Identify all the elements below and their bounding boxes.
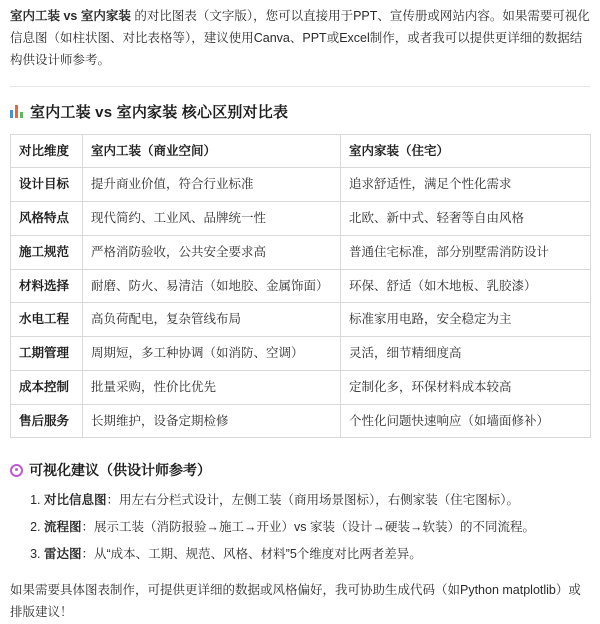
table-row bbox=[11, 168, 591, 202]
table-row bbox=[11, 370, 591, 404]
suggestion-section-title: 可视化建议（供设计师参考） bbox=[29, 462, 211, 479]
row-residential: 定制化多，环保材料成本较高 bbox=[341, 370, 591, 404]
section-divider bbox=[10, 86, 590, 87]
list-item-bold: 对比信息图 bbox=[44, 493, 107, 508]
row-residential: 北欧、新中式、轻奢等自由风格 bbox=[341, 202, 591, 236]
row-label: 设计目标 bbox=[11, 168, 83, 202]
table-col-header-residential: 室内家装（住宅） bbox=[341, 134, 591, 168]
row-residential: 个性化问题快速响应（如墙面修补） bbox=[341, 404, 591, 438]
table-header-row bbox=[11, 134, 591, 168]
list-item bbox=[44, 517, 590, 537]
row-commercial: 现代简约、工业风、品牌统一性 bbox=[83, 202, 341, 236]
table-col-header-dimension: 对比维度 bbox=[11, 134, 83, 168]
row-residential: 追求舒适性，满足个性化需求 bbox=[341, 168, 591, 202]
table-row bbox=[11, 235, 591, 269]
row-residential: 环保、舒适（如木地板、乳胶漆） bbox=[341, 269, 591, 303]
comparison-table bbox=[10, 134, 591, 439]
row-residential: 普通住宅标准，部分别墅需消防设计 bbox=[341, 235, 591, 269]
row-commercial: 批量采购，性价比优先 bbox=[83, 370, 341, 404]
lightbulb-icon bbox=[10, 464, 23, 477]
row-residential: 灵活，细节精细度高 bbox=[341, 337, 591, 371]
outro-paragraph: 如果需要具体图表制作，可提供更详细的数据或风格偏好，我可协助生成代码（如Python matplotlib）或排版建议！ bbox=[10, 583, 581, 620]
row-commercial: 高负荷配电，复杂管线布局 bbox=[83, 303, 341, 337]
list-item bbox=[44, 490, 590, 510]
row-label: 施工规范 bbox=[11, 235, 83, 269]
suggestion-section-header bbox=[10, 460, 590, 480]
intro-paragraph bbox=[10, 6, 590, 72]
list-item bbox=[44, 544, 590, 564]
table-row bbox=[11, 303, 591, 337]
intro-lead-bold: 室内工装 vs 室内家装 bbox=[10, 9, 131, 23]
table-row bbox=[11, 337, 591, 371]
list-item-bold: 雷达图 bbox=[44, 547, 82, 562]
row-label: 工期管理 bbox=[11, 337, 83, 371]
suggestion-list bbox=[10, 490, 590, 564]
table-row bbox=[11, 269, 591, 303]
table-col-header-commercial: 室内工装（商业空间） bbox=[83, 134, 341, 168]
table-row bbox=[11, 404, 591, 438]
row-commercial: 长期维护，设备定期检修 bbox=[83, 404, 341, 438]
row-commercial: 严格消防验收，公共安全要求高 bbox=[83, 235, 341, 269]
list-item-bold: 流程图 bbox=[44, 520, 82, 535]
table-row bbox=[11, 202, 591, 236]
row-commercial: 耐磨、防火、易清洁（如地胶、金属饰面） bbox=[83, 269, 341, 303]
list-item-text: ：用左右分栏式设计，左侧工装（商用场景图标），右侧家装（住宅图标）。 bbox=[106, 493, 520, 508]
row-label: 风格特点 bbox=[11, 202, 83, 236]
row-residential: 标准家用电路，安全稳定为主 bbox=[341, 303, 591, 337]
bar-chart-icon bbox=[10, 104, 24, 118]
row-label: 成本控制 bbox=[11, 370, 83, 404]
list-item-text: ：展示工装（消防报验→施工→开业）vs 家装（设计→硬装→软装）的不同流程。 bbox=[81, 520, 535, 535]
table-section-title: 室内工装 vs 室内家装 核心区别对比表 bbox=[30, 103, 289, 121]
row-label: 水电工程 bbox=[11, 303, 83, 337]
row-commercial: 提升商业价值，符合行业标准 bbox=[83, 168, 341, 202]
row-commercial: 周期短，多工种协调（如消防、空调） bbox=[83, 337, 341, 371]
intro-rest: 的对比图表（文字版），您可以直接用于PPT、宣传册或网站内容。如果需要可视化信息图（如柱状图、对比表格等），建议使用Canva、PPT或Excel制作，或者我可以提供更详细的数据结构供设计师参考。 bbox=[10, 9, 590, 67]
list-item-text: ：从“成本、工期、规范、风格、材料”5个维度对比两者差异。 bbox=[81, 547, 422, 562]
table-section-header bbox=[10, 101, 590, 122]
row-label: 材料选择 bbox=[11, 269, 83, 303]
row-label: 售后服务 bbox=[11, 404, 83, 438]
